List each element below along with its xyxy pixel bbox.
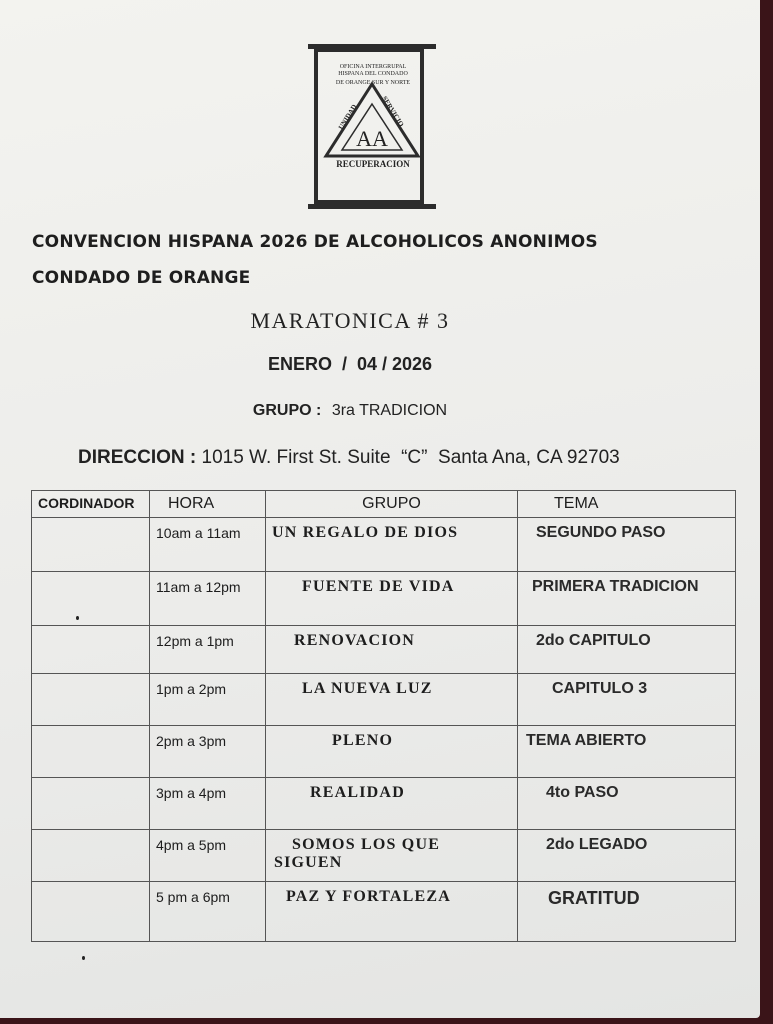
cordinador-cell bbox=[32, 572, 150, 626]
logo-line-2: HISPANA DEL CONDADO bbox=[338, 71, 408, 77]
tema-cell: GRATITUD bbox=[518, 882, 736, 942]
logo-line-1: OFICINA INTERGRUPAL bbox=[339, 64, 407, 70]
grupo-cell: FUENTE DE VIDA bbox=[266, 572, 518, 626]
table-row bbox=[32, 674, 736, 726]
address-value: 1015 W. First St. Suite “C” Santa Ana, CA 92703 bbox=[201, 447, 620, 468]
table-row bbox=[32, 626, 736, 674]
cordinador-cell bbox=[32, 726, 150, 778]
table-row bbox=[32, 778, 736, 830]
schedule-table bbox=[31, 490, 736, 942]
tema-cell: CAPITULO 3 bbox=[518, 674, 736, 726]
cordinador-cell bbox=[32, 674, 150, 726]
logo-recuperacion-text: RECUPERACION bbox=[336, 159, 410, 169]
header-cordinador: CORDINADOR bbox=[32, 491, 150, 518]
logo-servicio-text: SERVICIO bbox=[380, 94, 406, 129]
grupo-cell: PAZ Y FORTALEZA bbox=[266, 882, 518, 942]
table-row bbox=[32, 518, 736, 572]
ink-speck bbox=[82, 956, 85, 960]
grupo-cell: SOMOS LOS QUE SIGUEN bbox=[266, 830, 518, 882]
tema-cell: 2do LEGADO bbox=[518, 830, 736, 882]
tema-cell: PRIMERA TRADICION bbox=[518, 572, 736, 626]
group-value: 3ra TRADICION bbox=[331, 402, 448, 419]
hora-cell: 4pm a 5pm bbox=[150, 830, 266, 882]
tema-cell: 4to PASO bbox=[518, 778, 736, 830]
grupo-cell: LA NUEVA LUZ bbox=[266, 674, 518, 726]
grupo-cell: UN REGALO DE DIOS bbox=[266, 518, 518, 572]
aa-intergroup-logo bbox=[308, 44, 436, 210]
header-tema: TEMA bbox=[518, 491, 736, 518]
event-title: MARATONICA # 3 bbox=[250, 308, 450, 333]
cordinador-cell bbox=[32, 626, 150, 674]
ink-speck bbox=[76, 616, 79, 620]
grupo-cell: PLENO bbox=[266, 726, 518, 778]
county-title: CONDADO DE ORANGE bbox=[32, 268, 251, 288]
logo-aa-text: AA bbox=[356, 126, 388, 151]
hora-cell: 5 pm a 6pm bbox=[150, 882, 266, 942]
logo-unidad-text: UNIDAD bbox=[336, 103, 359, 132]
tema-cell: SEGUNDO PASO bbox=[518, 518, 736, 572]
tema-cell: 2do CAPITULO bbox=[518, 626, 736, 674]
tema-cell: TEMA ABIERTO bbox=[518, 726, 736, 778]
event-address bbox=[78, 447, 620, 469]
group-label: GRUPO : bbox=[252, 402, 322, 419]
header-grupo: GRUPO bbox=[266, 491, 518, 518]
table-row bbox=[32, 726, 736, 778]
cordinador-cell bbox=[32, 830, 150, 882]
table-row bbox=[32, 572, 736, 626]
event-group bbox=[0, 402, 700, 420]
convention-title: CONVENCION HISPANA 2026 DE ALCOHOLICOS ANONIMOS bbox=[32, 232, 598, 252]
header-hora: HORA bbox=[150, 491, 266, 518]
hora-cell: 2pm a 3pm bbox=[150, 726, 266, 778]
hora-cell: 3pm a 4pm bbox=[150, 778, 266, 830]
cordinador-cell bbox=[32, 778, 150, 830]
hora-cell: 10am a 11am bbox=[150, 518, 266, 572]
logo-line-3: DE ORANGE SUR Y NORTE bbox=[335, 80, 411, 86]
hora-cell: 12pm a 1pm bbox=[150, 626, 266, 674]
grupo-cell: RENOVACION bbox=[266, 626, 518, 674]
cordinador-cell bbox=[32, 882, 150, 942]
address-label: DIRECCION : bbox=[78, 447, 197, 468]
aa-triangle-icon bbox=[322, 80, 422, 162]
logo-bottom-bar bbox=[308, 204, 436, 209]
table-header-row bbox=[32, 491, 736, 518]
table-row bbox=[32, 882, 736, 942]
table-row bbox=[32, 830, 736, 882]
hora-cell: 11am a 12pm bbox=[150, 572, 266, 626]
cordinador-cell bbox=[32, 518, 150, 572]
hora-cell: 1pm a 2pm bbox=[150, 674, 266, 726]
event-date: ENERO / 04 / 2026 bbox=[267, 354, 433, 374]
grupo-cell: REALIDAD bbox=[266, 778, 518, 830]
